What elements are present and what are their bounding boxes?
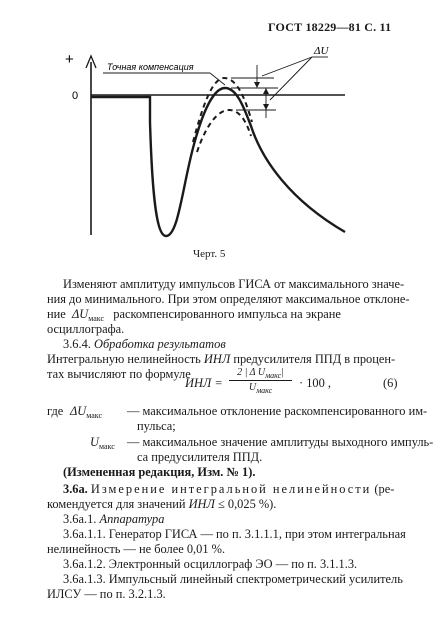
section-title: Измерение интегральной нелинейности	[90, 482, 372, 496]
subscript: макс	[86, 411, 103, 420]
delta-u-label: ΔU	[314, 45, 329, 57]
subscript: макс	[98, 442, 115, 451]
pulse-curve-under	[197, 110, 251, 152]
section-number: 3.6.4.	[63, 337, 91, 351]
formula-fraction	[229, 367, 292, 393]
subscript: макс	[88, 314, 104, 323]
definition-text: — максимальное значение амплитуды выходного импуль-	[127, 435, 434, 449]
inl-symbol: ИНЛ	[203, 352, 231, 366]
oscillogram-figure	[0, 40, 437, 250]
formula-number: (6)	[383, 376, 398, 390]
paragraph-line: 3.6а.1.1. Генератор ГИСА — по п. 3.1.1.1, при этом интегральная	[63, 527, 406, 541]
amendment-note: (Измененная редакция, Изм. № 1).	[63, 465, 256, 479]
section-heading	[63, 512, 164, 527]
paragraph-line: Изменяют амплитуду импульсов ГИСА от максимального значе-	[63, 277, 405, 291]
delta-u-symbol: ΔU	[70, 404, 87, 418]
formula-denominator	[229, 382, 292, 393]
paragraph-line: 3.6а.1.3. Импульсный линейный спектрометрический усилитель	[63, 572, 403, 586]
text: предусилителя ППД в процен-	[233, 352, 396, 366]
section-title: Обработка результатов	[94, 337, 226, 351]
inl-symbol: ИНЛ	[188, 497, 215, 511]
delta-u-symbol: ΔU	[71, 307, 89, 321]
figure-caption: Черт. 5	[193, 248, 226, 260]
u-symbol: U	[90, 435, 99, 449]
subscript: макс	[256, 386, 273, 395]
text: (ре-	[374, 482, 395, 496]
definition-text: са предусилителя ППД.	[137, 450, 263, 464]
pulse-curve-exact	[91, 88, 345, 236]
text: раскомпенсированного импульса на экране	[113, 307, 341, 321]
paragraph-line: ИЛСУ — по п. 3.2.1.3.	[47, 587, 166, 601]
section-heading	[63, 337, 226, 352]
y-zero-label: 0	[72, 90, 79, 102]
section-number: 3.6а.	[63, 482, 88, 496]
denominator-text: U	[248, 382, 257, 393]
section-heading	[63, 482, 394, 497]
section-title: Аппаратура	[99, 512, 165, 526]
paragraph-line	[47, 352, 395, 367]
paragraph-line: осциллографа.	[47, 322, 125, 336]
definition-symbol	[90, 435, 115, 451]
section-number: 3.6а.1.	[63, 512, 97, 526]
subscript: макс	[265, 371, 282, 380]
exact-compensation-label: Точная компенсация	[107, 62, 194, 72]
y-plus-label: +	[65, 51, 74, 68]
delta-u-leader-1	[262, 57, 312, 76]
numerator-text: 2 | Δ U	[237, 367, 266, 378]
paragraph-line: тах вычисляют по формуле	[47, 367, 191, 381]
definition-text: — максимальное отклонение раскомпенсированного им-	[127, 404, 428, 418]
text: ≤ 0,025 %).	[217, 497, 277, 511]
paragraph-line: 3.6а.1.2. Электронный осциллограф ЭО — по п. 3.1.1.3.	[63, 557, 358, 571]
dim-arrow-upper	[254, 82, 260, 88]
delta-u-leader-2	[270, 57, 312, 100]
where-word: где	[47, 404, 64, 418]
paragraph-line	[47, 497, 276, 512]
definition-text: пульса;	[137, 419, 176, 433]
formula-lhs: ИНЛ =	[185, 376, 223, 390]
fraction-bar	[229, 380, 292, 381]
text: ние	[47, 307, 66, 321]
text: Интегральную нелинейность	[47, 352, 201, 366]
formula-numerator	[229, 367, 292, 378]
paragraph-line	[47, 307, 341, 323]
paragraph-line: нелинейность — не более 0,01 %.	[47, 542, 226, 556]
formula-tail: · 100 ,	[299, 376, 332, 390]
paragraph-line: ния до минимального. При этом определяют максимальное отклоне-	[47, 292, 410, 306]
numerator-end: |	[281, 367, 284, 378]
text: комендуется для значений	[47, 497, 186, 511]
page-header: ГОСТ 18229—81 С. 11	[268, 20, 392, 34]
definition-symbol	[70, 404, 102, 420]
